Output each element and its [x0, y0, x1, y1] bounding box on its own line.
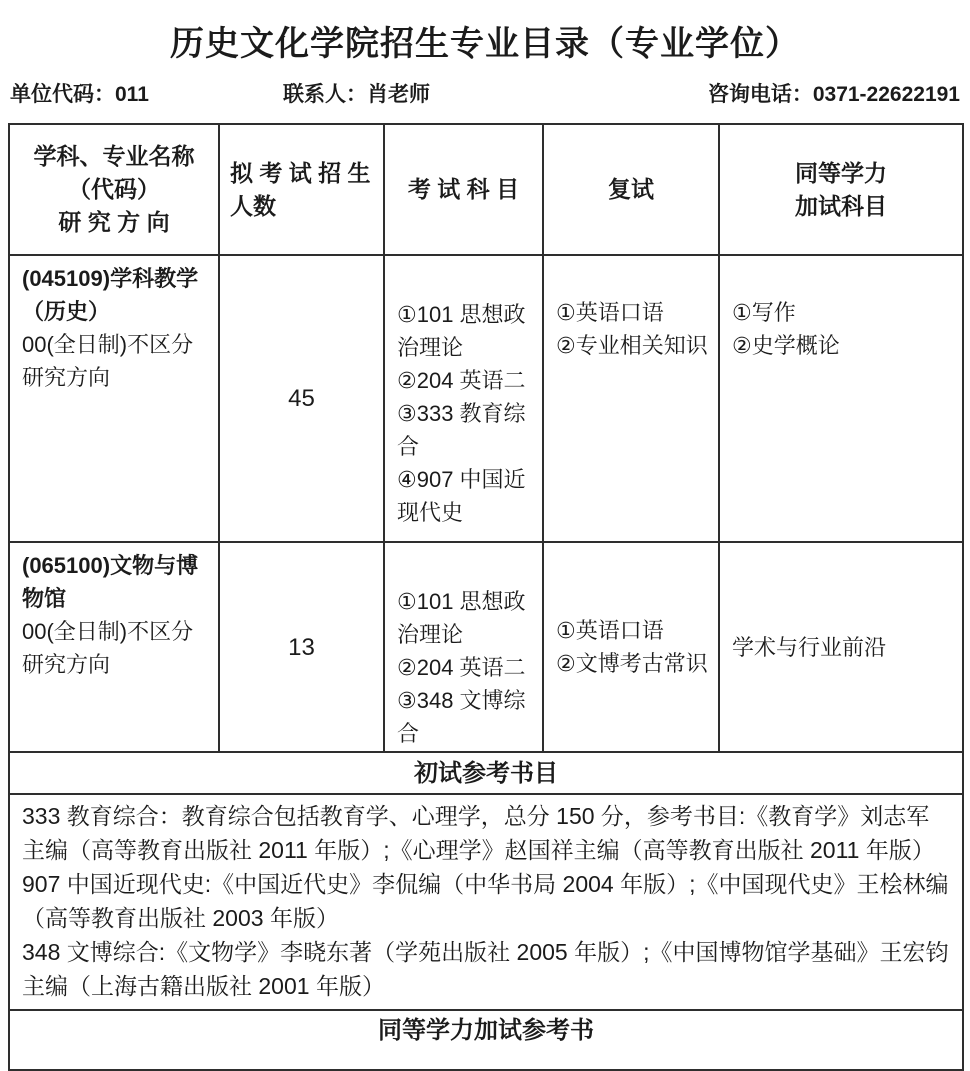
exam-subject: ①101 思想政治理论	[397, 589, 526, 647]
quota-cell: 13	[219, 542, 384, 752]
header-line: 研 究 方 向	[58, 209, 170, 235]
retest-cell	[543, 542, 719, 752]
reference-books-cell	[9, 794, 963, 1010]
col-header-retest	[543, 124, 719, 255]
retest-item: ②文博考古常识	[556, 651, 708, 676]
initial-reference-title: 初试参考书目	[9, 752, 963, 794]
exam-subject: ④907 中国近现代史	[397, 467, 526, 525]
equivalent-item: ②史学概论	[732, 333, 840, 358]
header-line: 加试科目	[795, 192, 887, 219]
retest-item: ①英语口语	[556, 618, 664, 643]
page-title: 历史文化学院招生专业目录（专业学位）	[170, 25, 800, 63]
exam-subjects-cell	[384, 542, 543, 752]
major-code-name: (045109)学科教学（历史）	[22, 266, 199, 324]
table-row-major-065100	[9, 542, 963, 752]
major-cell	[9, 255, 219, 542]
equivalent-subjects-cell	[719, 255, 963, 542]
equivalent-subjects-cell	[719, 542, 963, 752]
header-line: 复试	[608, 176, 654, 202]
major-code-name: (065100)文物与博物馆	[22, 553, 199, 611]
exam-subject: ①101 思想政治理论	[397, 302, 526, 360]
col-header-exam-subjects	[384, 124, 543, 255]
col-header-major	[9, 124, 219, 255]
quota-cell: 45	[219, 255, 384, 542]
equivalent-item: 学术与行业前沿	[732, 634, 887, 660]
reference-paragraph: 333 教育综合：教育综合包括教育学、心理学，总分 150 分，参考书目:《教育学》刘志军主编（高等教育出版社 2011 年版）;《心理学》赵国祥主编（高等教育出版社 2011 年版）	[22, 803, 935, 863]
header-line: （代码）	[68, 176, 160, 202]
header-line: 拟 考 试 招 生	[230, 159, 371, 186]
equivalent-item: ①写作	[732, 300, 796, 325]
table-row-major-045109	[9, 255, 963, 542]
consult-phone-label: 咨询电话：0371-22622191	[707, 83, 960, 106]
retest-cell	[543, 255, 719, 542]
exam-subject: ③333 教育综合	[397, 401, 526, 459]
reference-books-row	[9, 794, 963, 1010]
admissions-catalog-table	[8, 123, 964, 1071]
unit-code-label: 单位代码：011	[10, 83, 149, 106]
header-line: 学科、专业名称	[33, 143, 195, 169]
info-row	[0, 80, 970, 114]
section-row-equivalent-reference	[9, 1010, 963, 1070]
section-row-initial-reference	[9, 752, 963, 794]
header-line: 同等学力	[795, 159, 887, 186]
table-header-row	[9, 124, 963, 255]
major-direction: 00(全日制)不区分研究方向	[22, 332, 194, 390]
retest-item: ①英语口语	[556, 300, 664, 325]
equivalent-reference-title: 同等学力加试参考书	[9, 1010, 963, 1070]
header-line: 考 试 科 目	[407, 176, 520, 202]
col-header-quota	[219, 124, 384, 255]
exam-subject: ②204 英语二	[397, 368, 526, 393]
major-cell	[9, 542, 219, 752]
reference-paragraph: 907 中国近现代史:《中国近代史》李侃编（中华书局 2004 年版）;《中国现代史》王桧林编（高等教育出版社 2003 年版）	[22, 871, 949, 931]
major-direction: 00(全日制)不区分研究方向	[22, 619, 194, 677]
exam-subject: ③348 文博综合	[397, 688, 526, 746]
exam-subject: ②204 英语二	[397, 655, 526, 680]
header-line: 人数	[230, 192, 276, 219]
reference-paragraph: 348 文博综合:《文物学》李晓东著（学苑出版社 2005 年版）;《中国博物馆学基础》王宏钧主编（上海古籍出版社 2001 年版）	[22, 939, 949, 999]
contact-person-label: 联系人：肖老师	[283, 83, 430, 106]
retest-item: ②专业相关知识	[556, 333, 708, 358]
col-header-equivalent-subjects	[719, 124, 963, 255]
exam-subjects-cell	[384, 255, 543, 542]
